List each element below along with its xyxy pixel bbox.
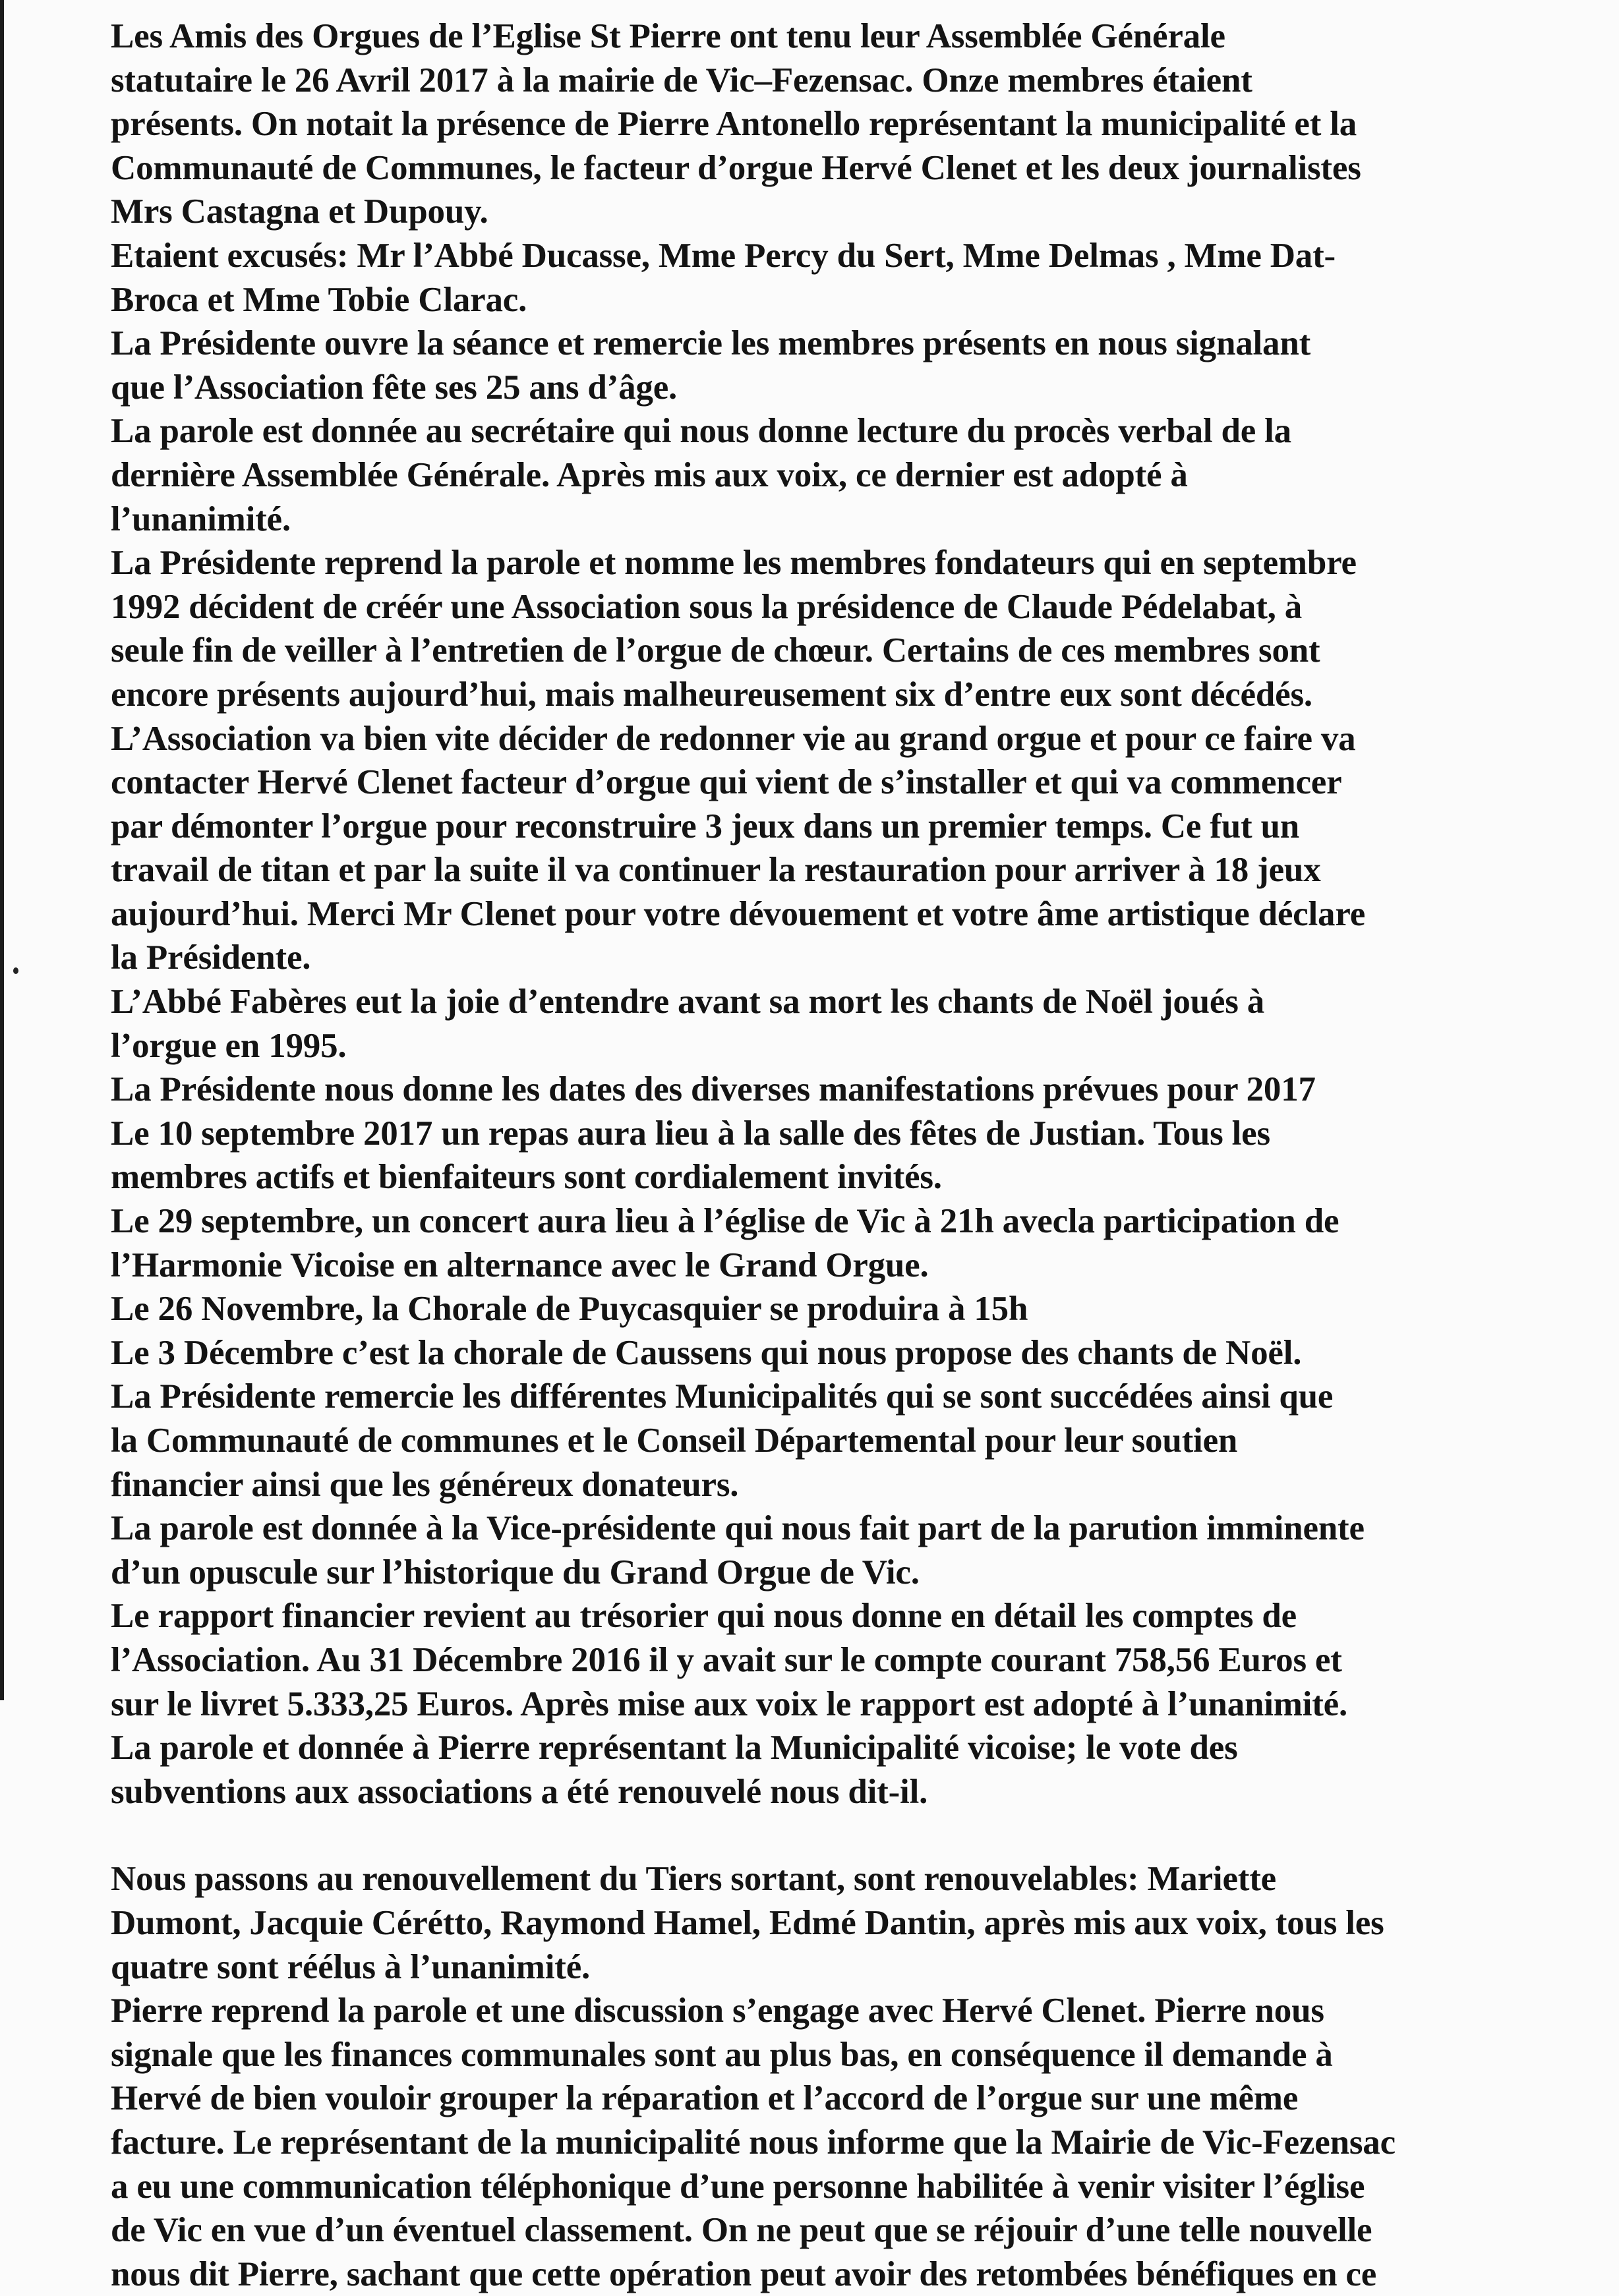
text-line: dernière Assemblée Générale. Après mis aux voix, ce dernier est adopté à — [111, 455, 1188, 494]
paragraph-gap — [111, 1814, 1581, 1857]
text-line: membres actifs et bienfaiteurs sont cordialement invités. — [111, 1158, 942, 1197]
text-line: nous dit Pierre, sachant que cette opération peut avoir des retombées bénéfiques en ce — [111, 2254, 1377, 2293]
text-line: présents. On notait la présence de Pierre Antonello représentant la municipalité et la — [111, 105, 1357, 144]
text-line: Le 10 septembre 2017 un repas aura lieu à la salle des fêtes de Justian. Tous les — [111, 1114, 1270, 1153]
text-line: subventions aux associations a été renouvelé nous dit-il. — [111, 1772, 928, 1811]
scan-speck — [13, 967, 18, 974]
text-line: La parole et donnée à Pierre représentant la Municipalité vicoise; le vote des — [111, 1729, 1238, 1767]
text-line: La Présidente ouvre la séance et remercie les membres présents en nous signalant — [111, 324, 1311, 363]
text-line: Dumont, Jacquie Cérétto, Raymond Hamel, Edmé Dantin, après mis aux voix, tous les — [111, 1903, 1384, 1942]
text-line: financier ainsi que les généreux donateurs. — [111, 1465, 739, 1504]
text-line: L’Association va bien vite décider de redonner vie au grand orgue et pour ce faire va — [111, 719, 1356, 758]
text-line: Nous passons au renouvellement du Tiers sortant, sont renouvelables: Mariette — [111, 1860, 1276, 1899]
text-line: Hervé de bien vouloir grouper la réparation et l’accord de l’orgue sur une même — [111, 2079, 1299, 2118]
text-line: statutaire le 26 Avril 2017 à la mairie de Vic–Fezensac. Onze membres étaient — [111, 61, 1252, 100]
text-line: l’unanimité. — [111, 500, 291, 538]
text-block-minutes-part-2 — [111, 1857, 1581, 2296]
text-line: Le rapport financier revient au trésorier qui nous donne en détail les comptes de — [111, 1597, 1297, 1636]
text-block-minutes-part-1 — [111, 14, 1581, 1814]
text-line: 1992 décident de créér une Association sous la présidence de Claude Pédelabat, à — [111, 587, 1303, 626]
text-line: La Présidente nous donne les dates des diverses manifestations prévues pour 2017 — [111, 1070, 1316, 1109]
text-line: seule fin de veiller à l’entretien de l’orgue de chœur. Certains de ces membres sont — [111, 631, 1320, 670]
text-line: l’Harmonie Vicoise en alternance avec le Grand Orgue. — [111, 1246, 929, 1284]
text-line: sur le livret 5.333,25 Euros. Après mise aux voix le rapport est adopté à l’unanimité. — [111, 1684, 1348, 1723]
text-line: de Vic en vue d’un éventuel classement. On ne peut que se réjouir d’une telle nouvelle — [111, 2211, 1372, 2250]
text-line: Les Amis des Orgues de l’Eglise St Pierre ont tenu leur Assemblée Générale — [111, 17, 1225, 55]
text-line: contacter Hervé Clenet facteur d’orgue qui vient de s’installer et qui va commencer — [111, 763, 1342, 802]
text-line: Le 3 Décembre c’est la chorale de Caussens qui nous propose des chants de Noël. — [111, 1333, 1302, 1372]
text-line: La parole est donnée à la Vice-présidente qui nous fait part de la parution imminente — [111, 1509, 1365, 1548]
text-line: Etaient excusés: Mr l’Abbé Ducasse, Mme Percy du Sert, Mme Delmas , Mme Dat- — [111, 236, 1336, 275]
text-line: L’Abbé Fabères eut la joie d’entendre avant sa mort les chants de Noël joués à — [111, 983, 1264, 1021]
text-line: la Présidente. — [111, 938, 311, 977]
text-line: d’un opuscule sur l’historique du Grand Orgue de Vic. — [111, 1553, 920, 1592]
text-line: La Présidente reprend la parole et nomme les membres fondateurs qui en septembre — [111, 544, 1357, 583]
text-line: Communauté de Communes, le facteur d’orgue Hervé Clenet et les deux journalistes — [111, 148, 1361, 187]
text-line: aujourd’hui. Merci Mr Clenet pour votre dévouement et votre âme artistique déclare — [111, 894, 1366, 933]
text-line: la Communauté de communes et le Conseil Départemental pour leur soutien — [111, 1421, 1238, 1460]
text-line: encore présents aujourd’hui, mais malheureusement six d’entre eux sont décédés. — [111, 675, 1312, 714]
text-line: Mrs Castagna et Dupouy. — [111, 192, 488, 231]
text-line: facture. Le représentant de la municipalité nous informe que la Mairie de Vic-Fezensac — [111, 2123, 1396, 2162]
text-line: travail de titan et par la suite il va continuer la restauration pour arriver à 18 jeux — [111, 851, 1321, 890]
text-line: Broca et Mme Tobie Clarac. — [111, 280, 527, 319]
text-line: signale que les finances communales sont au plus bas, en conséquence il demande à — [111, 2035, 1333, 2074]
text-line: La parole est donnée au secrétaire qui nous donne lecture du procès verbal de la — [111, 412, 1291, 451]
text-line: La Présidente remercie les différentes Municipalités qui se sont succédées ainsi que — [111, 1377, 1334, 1416]
document-body — [111, 14, 1581, 2296]
text-line: quatre sont réélus à l’unanimité. — [111, 1947, 591, 1986]
text-line: l’Association. Au 31 Décembre 2016 il y avait sur le compte courant 758,56 Euros et — [111, 1640, 1342, 1679]
text-line: a eu une communication téléphonique d’une personne habilitée à venir visiter l’église — [111, 2167, 1365, 2206]
text-line: l’orgue en 1995. — [111, 1026, 347, 1065]
text-line: par démonter l’orgue pour reconstruire 3 jeux dans un premier temps. Ce fut un — [111, 807, 1300, 846]
text-line: que l’Association fête ses 25 ans d’âge. — [111, 368, 678, 407]
text-line: Le 26 Novembre, la Chorale de Puycasquier se produira à 15h — [111, 1290, 1028, 1329]
text-line: Pierre reprend la parole et une discussion s’engage avec Hervé Clenet. Pierre nous — [111, 1992, 1324, 2030]
scan-edge-shadow — [0, 0, 4, 1700]
text-line: Le 29 septembre, un concert aura lieu à l’église de Vic à 21h avecla participation de — [111, 1202, 1339, 1241]
